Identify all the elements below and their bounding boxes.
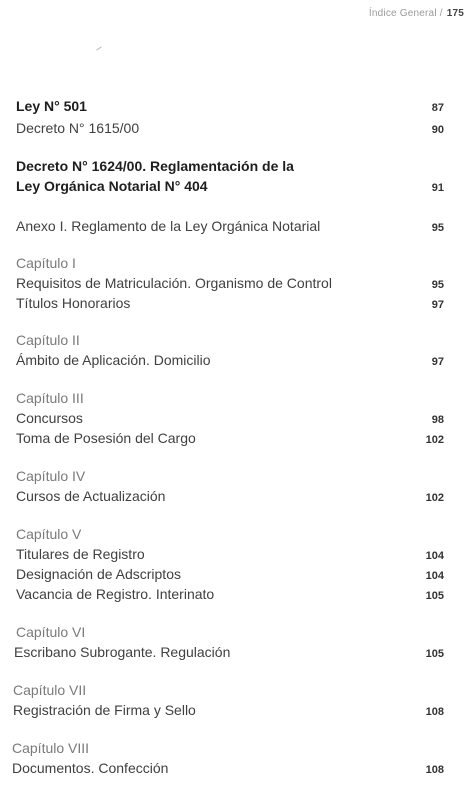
toc-entry-page: 108 — [425, 764, 444, 776]
toc-entry-title: Títulos Honorarios — [16, 295, 131, 311]
toc-entry-title: Capítulo VI — [16, 624, 86, 640]
toc-entry-title: Concursos — [16, 410, 83, 426]
toc-entry-title: Ámbito de Aplicación. Domicilio — [16, 352, 211, 368]
toc-entry-title: Toma de Posesión del Cargo — [16, 430, 196, 446]
toc-entry-title: Decreto N° 1624/00. Reglamentación de la — [16, 158, 294, 174]
toc-entry-title: Capítulo VII — [13, 682, 87, 698]
toc-entry-title: Ley N° 501 — [16, 98, 87, 114]
toc-entry-title: Decreto N° 1615/00 — [16, 120, 140, 136]
toc-entry-title: Anexo I. Reglamento de la Ley Orgánica Notarial — [16, 218, 321, 234]
toc-entry-title: Capítulo I — [16, 255, 76, 271]
toc-entry-title: Titulares de Registro — [16, 546, 145, 562]
toc-entry-title: Ley Orgánica Notarial N° 404 — [16, 178, 208, 194]
toc-entry-page: 105 — [425, 590, 444, 602]
toc-entry-page: 98 — [431, 414, 444, 426]
toc-entry-page: 104 — [425, 550, 444, 562]
toc-entry-title: Designación de Adscriptos — [16, 566, 181, 582]
toc-entry-title: Escribano Subrogante. Regulación — [14, 644, 231, 660]
toc-entry-page: 102 — [425, 492, 444, 504]
toc-entry-page: 104 — [425, 570, 444, 582]
toc-entry-page: 102 — [425, 434, 444, 446]
header-section: Índice General / — [368, 8, 443, 19]
toc-entry-page: 91 — [431, 182, 444, 194]
toc-entry-page: 90 — [431, 124, 444, 136]
toc-entry-page: 97 — [431, 356, 444, 368]
toc-entry-title: Registración de Firma y Sello — [13, 702, 196, 718]
toc-entry-page: 97 — [431, 299, 444, 311]
running-header — [369, 8, 464, 19]
toc-entry-title: Cursos de Actualización — [16, 488, 166, 504]
toc-entry-title: Requisitos de Matriculación. Organismo de Control — [16, 275, 332, 291]
toc-entry-title: Vacancia de Registro. Interinato — [16, 586, 215, 602]
toc-entry-title: Capítulo II — [16, 332, 80, 348]
toc-entry-page: 95 — [431, 279, 444, 291]
toc-entry-title: Capítulo IV — [16, 468, 86, 484]
toc-entry-title: Capítulo III — [16, 390, 84, 406]
toc-entry-title: Documentos. Confección — [12, 760, 169, 776]
toc-entry-title: Capítulo V — [16, 526, 82, 542]
toc-entry-page: 95 — [431, 222, 444, 234]
toc-entry-page: 105 — [425, 648, 444, 660]
stray-mark — [96, 46, 101, 50]
header-page-number: 175 — [446, 8, 464, 19]
toc-entry-page: 108 — [425, 706, 444, 718]
toc-entry-title: Capítulo VIII — [12, 740, 90, 756]
toc-entry-page: 87 — [431, 102, 444, 114]
